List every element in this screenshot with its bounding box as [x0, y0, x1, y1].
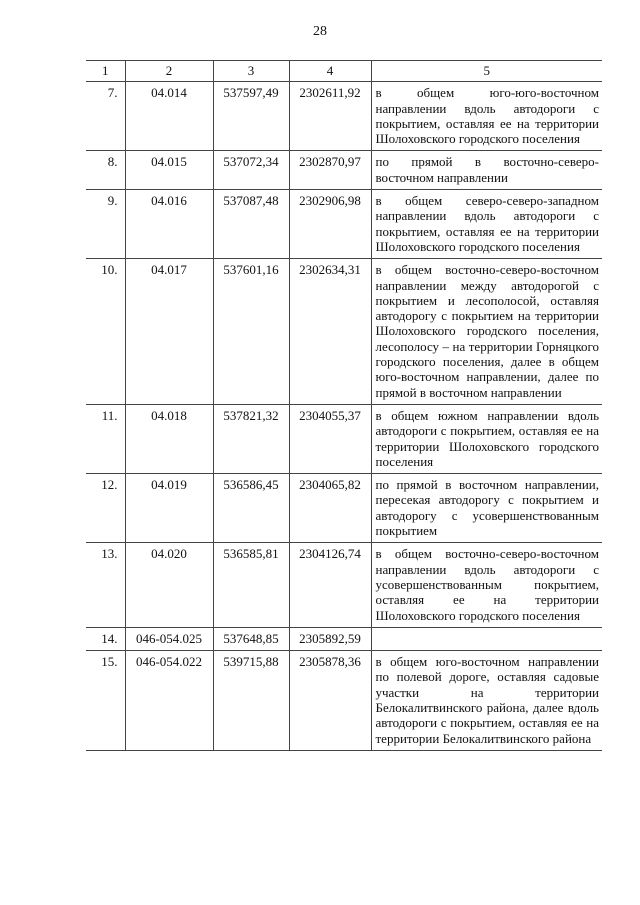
y-coordinate-cell: 2302634,31	[289, 259, 371, 405]
row-number-cell: 8.	[86, 151, 125, 190]
header-cell: 5	[371, 61, 602, 82]
row-number-cell: 15.	[86, 651, 125, 751]
description-cell: в общем юго-восточном направлении по полевой дороге, оставляя садовые участки на территории Белокалитвинского района, далее вдоль автодороги с покрытием, оставляя ее на территории Белокалитвинского района	[371, 651, 602, 751]
table-row	[86, 259, 602, 405]
x-coordinate-cell: 536585,81	[213, 543, 289, 627]
row-number-cell: 13.	[86, 543, 125, 627]
description-cell: по прямой в восточно-северо-восточном направлении	[371, 151, 602, 190]
point-code-cell: 04.016	[125, 190, 213, 259]
point-code-cell: 04.017	[125, 259, 213, 405]
y-coordinate-cell: 2305878,36	[289, 651, 371, 751]
y-coordinate-cell: 2302611,92	[289, 82, 371, 151]
header-cell: 1	[86, 61, 125, 82]
point-code-cell: 04.015	[125, 151, 213, 190]
table-header-row	[86, 61, 602, 82]
table-row	[86, 82, 602, 151]
table-row	[86, 190, 602, 259]
point-code-cell: 04.014	[125, 82, 213, 151]
row-number-cell: 12.	[86, 474, 125, 543]
point-code-cell: 046-054.025	[125, 627, 213, 650]
x-coordinate-cell: 537648,85	[213, 627, 289, 650]
row-number-cell: 11.	[86, 404, 125, 473]
point-code-cell: 04.019	[125, 474, 213, 543]
x-coordinate-cell: 537087,48	[213, 190, 289, 259]
row-number-cell: 9.	[86, 190, 125, 259]
description-cell: в общем юго-юго-восточном направлении вдоль автодороги с покрытием, оставляя ее на территории Шолоховского городского поселения	[371, 82, 602, 151]
header-cell: 4	[289, 61, 371, 82]
y-coordinate-cell: 2305892,59	[289, 627, 371, 650]
x-coordinate-cell: 539715,88	[213, 651, 289, 751]
point-code-cell: 046-054.022	[125, 651, 213, 751]
y-coordinate-cell: 2304055,37	[289, 404, 371, 473]
description-cell: по прямой в восточном направлении, пересекая автодорогу с покрытием и автодорогу с усовершенствованным покрытием	[371, 474, 602, 543]
x-coordinate-cell: 537821,32	[213, 404, 289, 473]
table-row	[86, 404, 602, 473]
table-row	[86, 651, 602, 751]
row-number-cell: 10.	[86, 259, 125, 405]
description-cell	[371, 627, 602, 650]
y-coordinate-cell: 2302906,98	[289, 190, 371, 259]
y-coordinate-cell: 2304126,74	[289, 543, 371, 627]
page-number: 28	[313, 24, 327, 39]
description-cell: в общем южном направлении вдоль автодороги с покрытием, оставляя ее на территории Шолоховского городского поселения	[371, 404, 602, 473]
description-cell: в общем северо-северо-западном направлении вдоль автодороги с покрытием, оставляя ее на территории Шолоховского городского поселения	[371, 190, 602, 259]
boundary-points-table	[86, 60, 602, 751]
description-cell: в общем восточно-северо-восточном направлении вдоль автодороги с усовершенствованным покрытием, оставляя ее на территории Шолоховского городского поселения	[371, 543, 602, 627]
point-code-cell: 04.020	[125, 543, 213, 627]
point-code-cell: 04.018	[125, 404, 213, 473]
row-number-cell: 7.	[86, 82, 125, 151]
x-coordinate-cell: 537072,34	[213, 151, 289, 190]
y-coordinate-cell: 2304065,82	[289, 474, 371, 543]
header-cell: 3	[213, 61, 289, 82]
description-cell: в общем восточно-северо-восточном направлении между автодорогой с покрытием и лесополосой, оставляя автодорогу с покрытием на территории Шолоховского городского поселения, лесополосу – на территории Горняцкого городского поселения, далее в общем юго-восточном направлении, далее по прямой в восточном направлении	[371, 259, 602, 405]
header-cell: 2	[125, 61, 213, 82]
y-coordinate-cell: 2302870,97	[289, 151, 371, 190]
table-row	[86, 151, 602, 190]
x-coordinate-cell: 537601,16	[213, 259, 289, 405]
table-row	[86, 474, 602, 543]
table-row	[86, 543, 602, 627]
x-coordinate-cell: 537597,49	[213, 82, 289, 151]
row-number-cell: 14.	[86, 627, 125, 650]
table-row	[86, 627, 602, 650]
x-coordinate-cell: 536586,45	[213, 474, 289, 543]
